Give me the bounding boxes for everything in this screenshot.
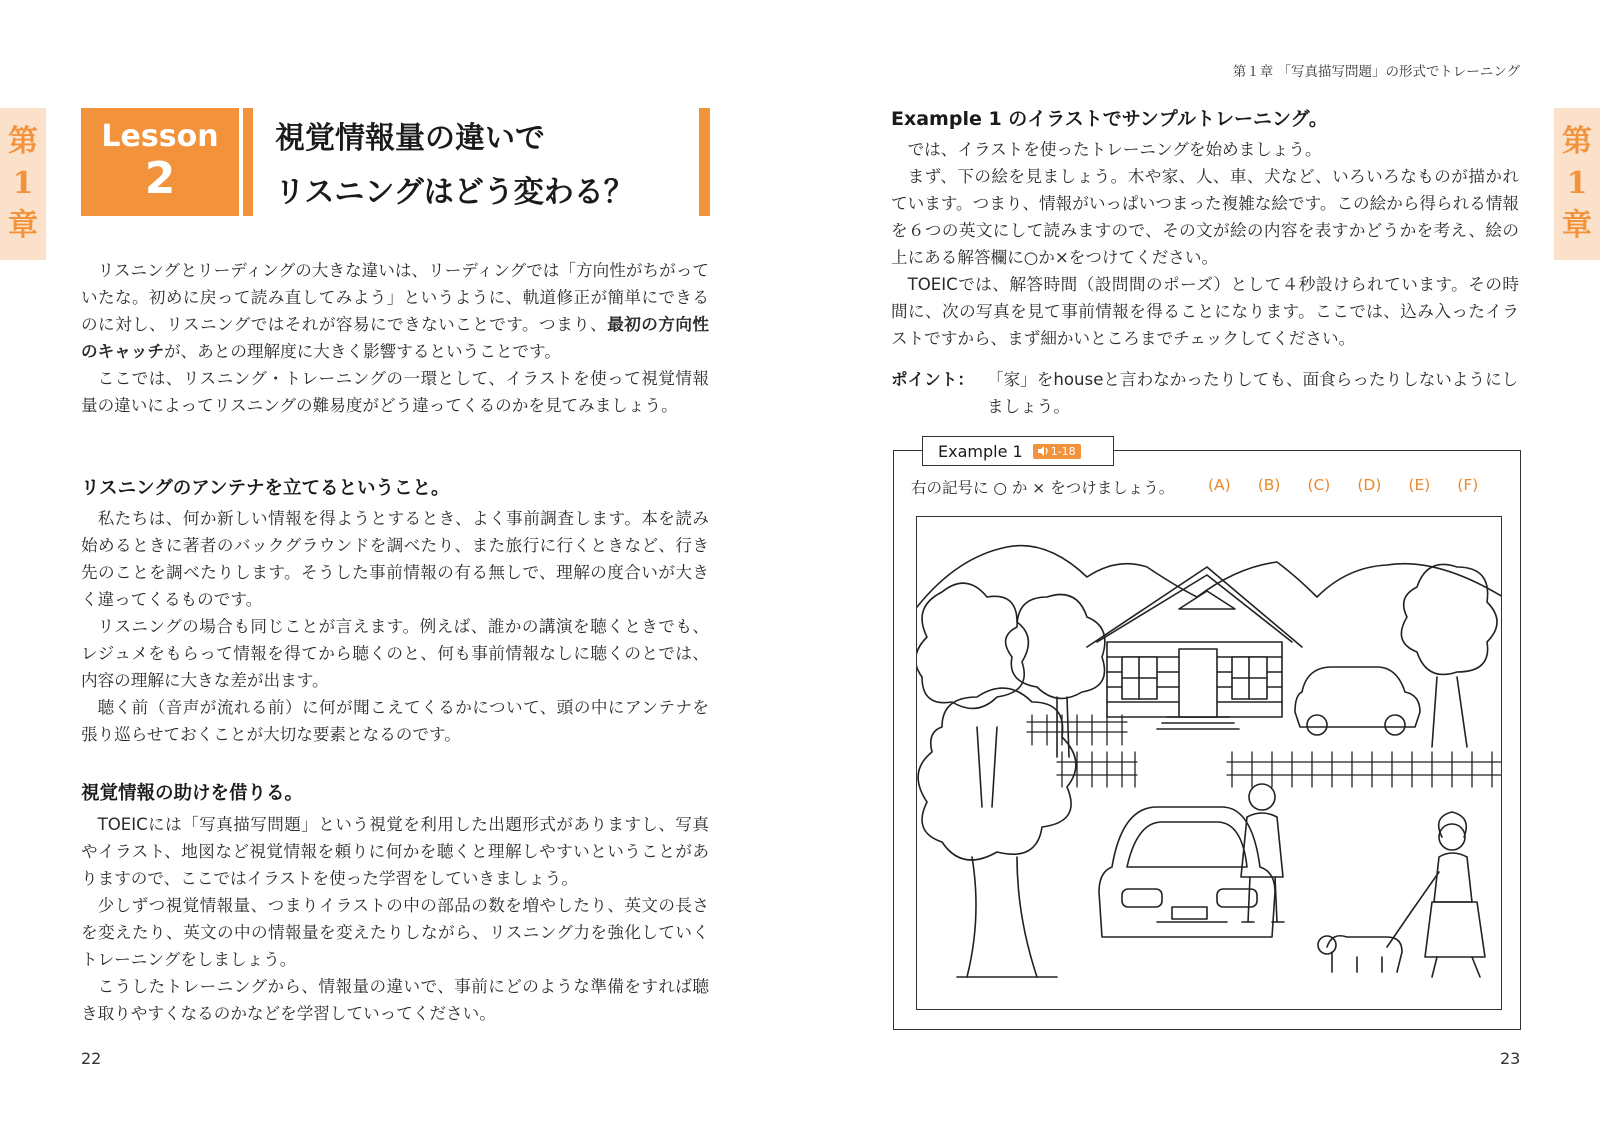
paragraph: 聴く前（音声が流れる前）に何が聞こえてくるかについて、頭の中にアンテナを張り巡らせておくことが大切な要素となるのです。 xyxy=(81,698,709,744)
section-heading: 視覚情報の助けを借りる。 xyxy=(81,783,304,804)
lesson-title xyxy=(275,112,695,220)
section-text xyxy=(81,811,709,1027)
speaker-icon xyxy=(1038,446,1049,456)
paragraph xyxy=(81,257,709,365)
chapter-tab-char: 章 xyxy=(8,208,38,243)
choice-c[interactable]: (C) xyxy=(1307,476,1331,494)
section-heading: Example 1 のイラストでサンプルトレーニング。 xyxy=(891,108,1328,130)
choice-d[interactable]: (D) xyxy=(1357,476,1382,494)
paragraph: こうしたトレーニングから、情報量の違いで、事前にどのような準備をすれば聴き取りやすくなるのかなどを学習していってください。 xyxy=(81,977,709,1023)
running-header: 第１章 「写真描写問題」の形式でトレーニング xyxy=(1232,64,1520,80)
lesson-title-line: 視覚情報量の違いで xyxy=(275,121,545,156)
bold-phrase: 最初の方向性のキャッチ xyxy=(81,315,710,361)
example-instruction: 右の記号に ○ か × をつけましょう。 xyxy=(911,479,1175,497)
lesson-badge xyxy=(81,108,239,216)
dog-figure xyxy=(1318,912,1411,972)
chapter-tab-char: 第 xyxy=(8,124,38,159)
section-text xyxy=(81,505,709,748)
point-label: ポイント： xyxy=(891,370,974,389)
example-label: Example 1 xyxy=(938,441,1023,461)
paragraph: まず、下の絵を見ましょう。木や家、人、車、犬など、いろいろなものが描かれています。つまり、情報がいっぱいつまった複雑な絵です。この絵から得られる情報を６つの英文にして読みますので、その文が絵の内容を表すかどうかを考え、絵の上にある解答欄に○か×をつけてください。 xyxy=(891,167,1519,267)
lesson-title-line: リスニングはどう変わる？ xyxy=(275,175,634,210)
chapter-tab-left xyxy=(0,108,46,260)
paragraph: ここでは、リスニング・トレーニングの一環として、イラストを使って視覚情報量の違いによってリスニングの難易度がどう違ってくるのかを見てみましょう。 xyxy=(81,369,709,415)
paragraph: TOEICには「写真描写問題」という視覚を利用した出題形式がありますし、写真やイラスト、地図など視覚情報を頼りに何かを聴くと理解しやすいということがありますので、ここではイラストを使った学習をしていきましょう。 xyxy=(81,815,709,888)
point-text: 「家」をhouseと言わなかったりしても、面食らったりしないようにしましょう。 xyxy=(987,370,1519,416)
woman-figure xyxy=(1411,812,1485,977)
paragraph: TOEICでは、解答時間（設問間のポーズ）として４秒設けられています。その時間に、次の写真を見て事前情報を得ることになります。ここでは、込み入ったイラストですから、まず細かいところまでチェックしてください。 xyxy=(891,275,1519,348)
choice-a[interactable]: (A) xyxy=(1208,476,1231,494)
paragraph: 少しずつ視覚情報量、つまりイラストの中の部品の数を増やしたり、英文の長さを変えたり、英文の中の情報量を変えたりしながら、リスニング力を強化していくトレーニングをしましょう。 xyxy=(81,896,709,969)
chapter-tab-right xyxy=(1554,108,1600,260)
paragraph: 私たちは、何か新しい情報を得ようとするとき、よく事前調査します。本を読み始めるときに著者のバックグラウンドを調べたり、また旅行に行くときなど、行き先のことを調べたりします。そうした事前情報の有る無しで、理解の度合いが大きく違ってくるものです。 xyxy=(81,509,709,609)
lesson-accent-bar xyxy=(243,108,253,216)
lesson-word: Lesson xyxy=(101,119,219,154)
answer-choices xyxy=(1208,476,1478,494)
audio-track: 1-18 xyxy=(1050,444,1076,458)
chapter-tab-char: 第 xyxy=(1562,124,1592,159)
page-number-right: 23 xyxy=(1500,1049,1521,1068)
section-heading: リスニングのアンテナを立てるということ。 xyxy=(81,478,450,499)
fence-front xyxy=(1057,752,1502,787)
choice-e[interactable]: (E) xyxy=(1408,476,1431,494)
example-illustration xyxy=(916,516,1502,1010)
tree-right xyxy=(1401,565,1497,748)
paragraph: では、イラストを使ったトレーニングを始めましょう。 xyxy=(907,140,1322,159)
parked-car xyxy=(1295,667,1420,735)
fence-back xyxy=(1027,715,1127,745)
choice-b[interactable]: (B) xyxy=(1257,476,1281,494)
audio-badge[interactable] xyxy=(1033,444,1081,459)
text-run: が、あとの理解度に大きく影響するということです。 xyxy=(163,342,561,361)
lesson-number: 2 xyxy=(144,153,176,204)
page-number-left: 22 xyxy=(81,1049,102,1068)
man-figure xyxy=(1241,784,1284,922)
chapter-tab-char: 章 xyxy=(1562,208,1592,243)
chapter-tab-char: 1 xyxy=(12,166,34,201)
example-label-box xyxy=(922,436,1114,466)
paragraph: リスニングの場合も同じことが言えます。例えば、誰かの講演を聴くときでも、レジュメをもらって情報を得てから聴くのと、何も事前情報なしに聴くのとでは、内容の理解に大きな差が出ます。 xyxy=(81,617,709,690)
section-text xyxy=(891,136,1519,352)
choice-f[interactable]: (F) xyxy=(1457,476,1479,494)
chapter-tab-char: 1 xyxy=(1566,166,1588,201)
text-run: リスニングとリーディングの大きな違いは、リーディングでは「方向性がちがっていたな。初めに戻って読み直してみよう」というように、軌道修正が簡単にできるのに対し、リスニングではそれが容易にできないことです。つまり、 xyxy=(81,261,709,334)
house xyxy=(1087,567,1302,729)
intro-text xyxy=(81,257,709,419)
lesson-accent-bar-end xyxy=(699,108,710,216)
